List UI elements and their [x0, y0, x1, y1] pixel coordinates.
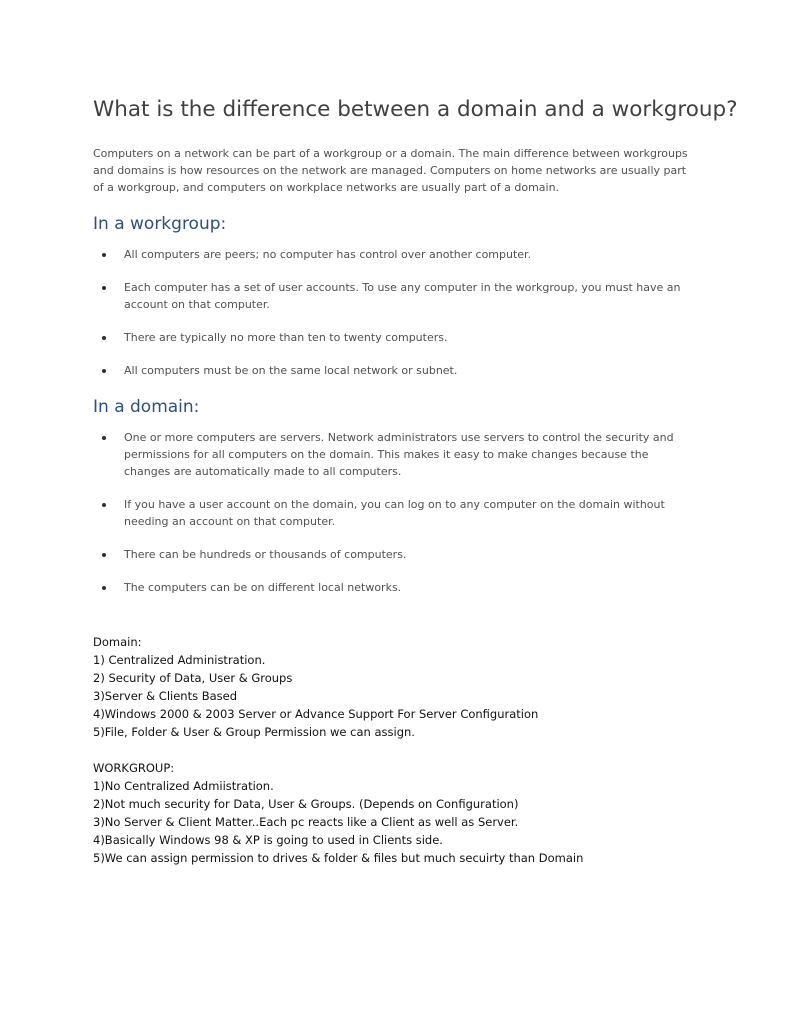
- list-item: [93, 546, 696, 563]
- note-line: 3)No Server & Client Matter..Each pc reacts like a Client as well as Server.: [93, 815, 519, 829]
- domain-notes-label: Domain:: [93, 635, 142, 649]
- list-item: [93, 329, 696, 346]
- domain-list: [93, 429, 703, 596]
- bullet-icon: [102, 336, 106, 340]
- bullet-icon: [102, 553, 106, 557]
- workgroup-notes: [93, 759, 703, 867]
- bullet-icon: [102, 286, 106, 290]
- list-item: [93, 246, 696, 263]
- note-line: 3)Server & Clients Based: [93, 689, 238, 703]
- list-item-text: There are typically no more than ten to twenty computers.: [124, 331, 448, 344]
- list-item-text: All computers must be on the same local network or subnet.: [124, 364, 458, 377]
- list-item-text: One or more computers are servers. Network administrators use servers to control the security and permissions for all computers on the domain. This makes it easy to make changes because the changes are automatically made to all computers.: [124, 431, 674, 478]
- list-item: [93, 279, 696, 313]
- workgroup-list: [93, 246, 703, 379]
- list-item-text: If you have a user account on the domain, you can log on to any computer on the domain without needing an account on that computer.: [124, 498, 665, 528]
- note-line: 1)No Centralized Admiistration.: [93, 779, 274, 793]
- note-line: 1) Centralized Administration.: [93, 653, 266, 667]
- list-item: [93, 429, 696, 480]
- list-item: [93, 579, 696, 596]
- note-line: 2)Not much security for Data, User & Groups. (Depends on Configuration): [93, 797, 519, 811]
- list-item-text: Each computer has a set of user accounts. To use any computer in the workgroup, you must have an account on that computer.: [124, 281, 681, 311]
- list-item-text: The computers can be on different local networks.: [124, 581, 402, 594]
- document-page: [93, 94, 738, 867]
- bullet-icon: [102, 503, 106, 507]
- bullet-icon: [102, 436, 106, 440]
- intro-paragraph: Computers on a network can be part of a workgroup or a domain. The main difference between workgroups and domains is how resources on the network are managed. Computers on home networks are usually part of a workgroup, and computers on workplace networks are usually part of a domain.: [93, 147, 688, 194]
- note-line: 4)Basically Windows 98 & XP is going to used in Clients side.: [93, 833, 443, 847]
- bullet-icon: [102, 369, 106, 373]
- page-title: What is the difference between a domain and a workgroup?: [93, 97, 738, 122]
- domain-heading: In a domain:: [93, 397, 200, 417]
- note-line: 2) Security of Data, User & Groups: [93, 671, 293, 685]
- list-item-text: All computers are peers; no computer has control over another computer.: [124, 248, 532, 261]
- bullet-icon: [102, 586, 106, 590]
- note-line: 5)We can assign permission to drives & folder & files but much secuirty than Domain: [93, 851, 584, 865]
- list-item: [93, 362, 696, 379]
- list-item-text: There can be hundreds or thousands of computers.: [124, 548, 407, 561]
- workgroup-heading: In a workgroup:: [93, 214, 227, 234]
- domain-notes: [93, 633, 703, 741]
- list-item: [93, 496, 696, 530]
- bullet-icon: [102, 253, 106, 257]
- note-line: 4)Windows 2000 & 2003 Server or Advance Support For Server Configuration: [93, 707, 539, 721]
- workgroup-notes-label: WORKGROUP:: [93, 761, 175, 775]
- note-line: 5)File, Folder & User & Group Permission we can assign.: [93, 725, 415, 739]
